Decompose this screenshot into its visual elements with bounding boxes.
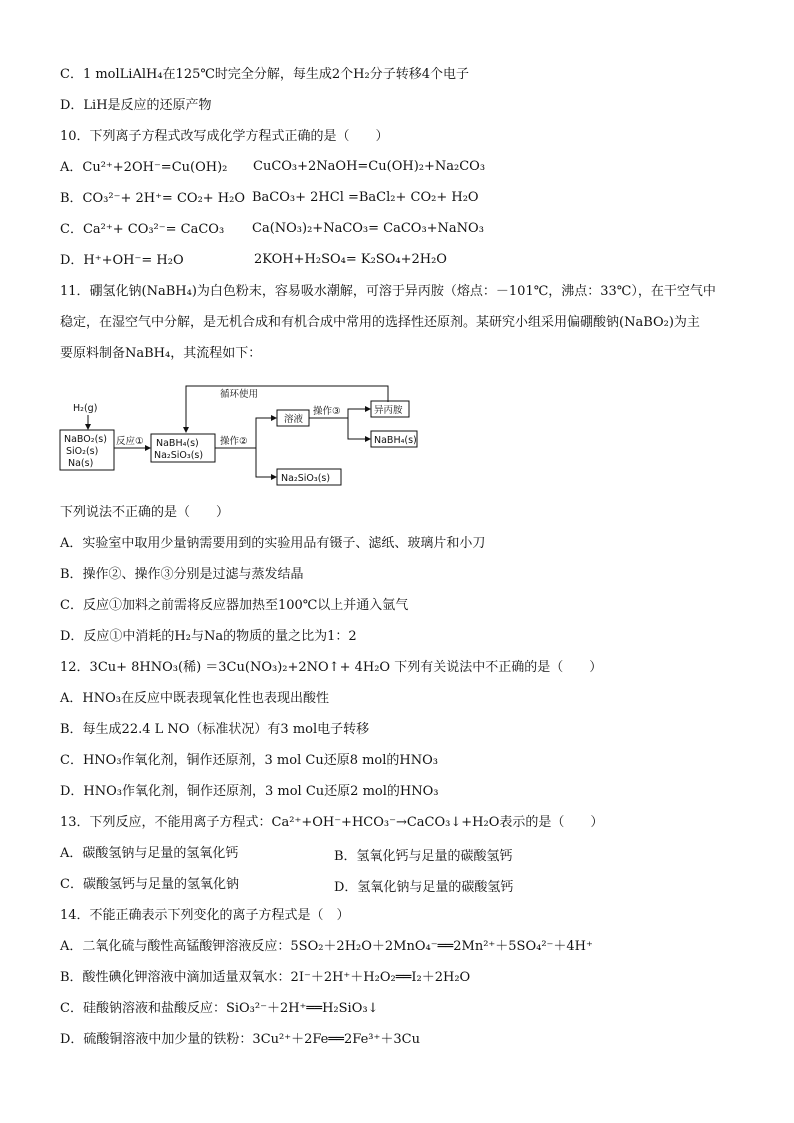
q13-option-d: D．氢氧化钠与足量的碳酸氢钙 [334,880,514,895]
op3-label: 操作③ [313,406,341,417]
q10-option-b-equation: BaCO₃+ 2HCl =BaCl₂+ CO₂+ H₂O [252,190,479,205]
q11-option-d: D．反应①中消耗的H₂与Na的物质的量之比为1：2 [60,629,357,644]
q12-option-a: A．HNO₃在反应中既表现氧化性也表现出酸性 [60,691,329,706]
q10-option-b-ionic: B．CO₃²⁻+ 2H⁺= CO₂+ H₂O [60,191,246,206]
q12-option-c: C．HNO₃作氧化剂，铜作还原剂，3 mol Cu还原8 mol的HNO₃ [60,753,438,768]
raw-na: Na(s) [68,458,94,469]
mid-nabh4: NaBH₄(s) [156,438,199,449]
question-12: 12．3Cu+ 8HNO₃(稀) ＝3Cu(NO₃)₂+2NO↑+ 4H₂O 下列有关说法中不正确的是（ ） [60,660,603,675]
mid-na2sio3: Na₂SiO₃(s) [154,450,204,461]
text-line: D．LiH是反应的还原产物 [60,98,212,113]
op2-label: 操作② [220,436,248,447]
q14-option-c: C．硅酸钠溶液和盐酸反应：SiO₃²⁻＋2H⁺══H₂SiO₃↓ [60,1001,379,1016]
q14-option-b: B．酸性碘化钾溶液中滴加适量双氧水：2I⁻＋2H⁺＋H₂O₂══I₂＋2H₂O [60,970,471,985]
reaction-1-label: 反应① [116,436,144,447]
question-14: 14．不能正确表示下列变化的离子方程式是（ ） [60,908,350,923]
q12-option-b: B．每生成22.4 L NO（标准状况）有3 mol电子转移 [60,722,370,737]
q13-option-a: A．碳酸氢钠与足量的氢氧化钙 [60,846,239,861]
q13-option-c: C．碳酸氢钙与足量的氢氧化钠 [60,877,239,892]
q11-option-a: A．实验室中取用少量钠需要用到的实验用品有镊子、滤纸、玻璃片和小刀 [60,536,486,551]
q10-option-a-equation: CuCO₃+2NaOH=Cu(OH)₂+Na₂CO₃ [253,159,486,174]
question-11-text: 11．硼氢化钠(NaBH₄)为白色粉末，容易吸水潮解，可溶于异丙胺（熔点：－101℃，沸点：33℃），在干空气中 [60,284,716,299]
q14-option-a: A．二氧化硫与酸性高锰酸钾溶液反应：5SO₂＋2H₂O＋2MnO₄⁻══2Mn²⁺＋5SO₄²⁻＋4H⁺ [60,939,593,954]
raw-sio2: SiO₂(s) [66,446,99,457]
q10-option-d-ionic: D．H⁺+OH⁻= H₂O [60,253,184,268]
question-11-text: 稳定，在湿空气中分解，是无机合成和有机合成中常用的选择性还原剂。某研究小组采用偏硼酸钠(NaBO₂)为主 [60,315,700,330]
raw-nabo2: NaBO₂(s) [64,434,107,445]
q11-option-c: C．反应①加料之前需将反应器加热至100℃以上并通入氩气 [60,598,409,613]
process-flowchart [58,380,418,492]
question-11-stem: 下列说法不正确的是（ ） [60,505,230,520]
recycle-label: 循环使用 [220,389,259,400]
text-line: C．1 molLiAlH₄在125℃时完全分解，每生成2个H₂分子转移4个电子 [60,67,469,82]
solution-label: 溶液 [284,414,304,425]
q10-option-d-equation: 2KOH+H₂SO₄= K₂SO₄+2H₂O [254,252,447,267]
residue-label: Na₂SiO₃(s) [281,473,331,484]
q12-option-d: D．HNO₃作氧化剂，铜作还原剂，3 mol Cu还原2 mol的HNO₃ [60,784,439,799]
q10-option-c-ionic: C．Ca²⁺+ CO₃²⁻= CaCO₃ [60,222,225,237]
q13-option-b: B．氢氧化钙与足量的碳酸氢钙 [334,849,513,864]
q14-option-d: D．硫酸铜溶液中加少量的铁粉：3Cu²⁺＋2Fe══2Fe³⁺＋3Cu [60,1032,420,1047]
product-label: NaBH₄(s) [374,435,417,446]
question-11-text: 要原料制备NaBH₄，其流程如下： [60,346,262,361]
q11-option-b: B．操作②、操作③分别是过滤与蒸发结晶 [60,567,304,582]
q10-option-c-equation: Ca(NO₃)₂+NaCO₃= CaCO₃+NaNO₃ [252,221,484,236]
question-10: 10．下列离子方程式改写成化学方程式正确的是（ ） [60,129,389,144]
question-13: 13．下列反应，不能用离子方程式：Ca²⁺+OH⁻+HCO₃⁻→CaCO₃↓+H₂O表示的是（ ） [60,815,604,830]
h2-label: H₂(g) [73,403,98,414]
isopropylamine-label: 异丙胺 [374,405,403,416]
q10-option-a-ionic: A．Cu²⁺+2OH⁻=Cu(OH)₂ [60,160,228,175]
